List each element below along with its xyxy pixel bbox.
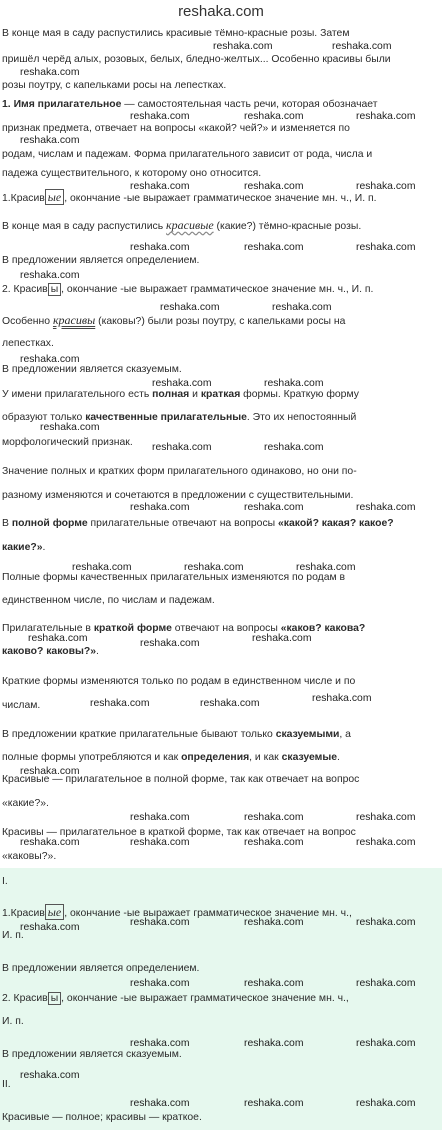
forms-line: морфологический признак. (2, 437, 133, 448)
role-line: полные формы употребляются и как определения, и как сказуемые. (2, 752, 340, 763)
watermark: reshaka.com (356, 812, 416, 823)
watermark: reshaka.com (130, 502, 190, 513)
watermark: reshaka.com (244, 1098, 304, 1109)
meaning-line: Значение полных и кратких форм прилагательного одинаково, но они по- (2, 466, 357, 477)
watermark: reshaka.com (244, 978, 304, 989)
watermark: reshaka.com (20, 1070, 80, 1081)
watermark: reshaka.com (356, 242, 416, 253)
syntactic-role: В предложении является сказуемым. (2, 364, 182, 375)
full-form-line: В полной форме прилагательные отвечают на вопросы «какой? какая? какое? (2, 518, 394, 529)
watermark: reshaka.com (20, 837, 80, 848)
answer-part-label: II. (2, 1079, 11, 1090)
conclusion-line: Красивы — прилагательное в краткой форме, так как отвечает на вопрос (2, 827, 356, 838)
answer-role: В предложении является определением. (2, 963, 200, 974)
example-sentence: В конце мая в саду распустились красивые (какие?) тёмно-красные розы. (2, 218, 362, 232)
example-sentence: лепестках. (2, 338, 54, 349)
answer-case: И. п. (2, 1016, 24, 1027)
short-form-change-line: Краткие формы изменяются только по родам в единственном числе и по (2, 676, 356, 687)
forms-line: У имени прилагательного есть полная и краткая формы. Краткую форму (2, 389, 359, 400)
word-analysis-line: 2. Красив ы , окончание -ые выражает грамматическое значение мн. ч., И. п. (2, 284, 374, 295)
watermark: reshaka.com (252, 633, 312, 644)
watermark: reshaka.com (244, 242, 304, 253)
task-line: розы поутру, с капельками росы на лепестках. (2, 80, 227, 91)
watermark: reshaka.com (356, 917, 416, 928)
watermark: reshaka.com (213, 41, 273, 52)
word-analysis-line: 1.Красив ые , окончание -ые выражает грамматическое значение мн. ч., И. п. (2, 190, 377, 204)
watermark: reshaka.com (356, 111, 416, 122)
watermark: reshaka.com (130, 111, 190, 122)
watermark: reshaka.com (140, 638, 200, 649)
watermark: reshaka.com (244, 111, 304, 122)
definition-line: признак предмета, отвечает на вопросы «какой? чей?» и изменяется по (2, 123, 350, 134)
watermark: reshaka.com (244, 1038, 304, 1049)
watermark: reshaka.com (356, 837, 416, 848)
watermark: reshaka.com (356, 181, 416, 192)
watermark: reshaka.com (184, 562, 244, 573)
watermark: reshaka.com (152, 378, 212, 389)
conclusion-line: «каковы?». (2, 851, 57, 862)
full-form-change-line: Полные формы качественных прилагательных изменяются по родам в (2, 572, 346, 583)
watermark: reshaka.com (130, 812, 190, 823)
definition-line: 1. Имя прилагательное — самостоятельная часть речи, которая обозначает (2, 99, 378, 110)
watermark: reshaka.com (130, 1098, 190, 1109)
ending-box: ые (45, 904, 64, 920)
watermark: reshaka.com (356, 978, 416, 989)
watermark: reshaka.com (264, 378, 324, 389)
watermark: reshaka.com (200, 698, 260, 709)
watermark: reshaka.com (20, 766, 80, 777)
full-form-line: какие?». (2, 542, 46, 553)
example-sentence: Особенно красивы (каковы?) были розы поутру, с капельками росы на (2, 313, 346, 327)
watermark: reshaka.com (130, 978, 190, 989)
watermark: reshaka.com (356, 1098, 416, 1109)
watermark: reshaka.com (40, 422, 100, 433)
answer-part-label: I. (2, 876, 8, 887)
answer-block (0, 868, 442, 1130)
short-form-line: каково? каковы?». (2, 646, 99, 657)
ending-box: ы (48, 283, 61, 296)
answer-role: В предложении является сказуемым. (2, 1049, 182, 1060)
answer-summary: Красивые — полное; красивы — краткое. (2, 1112, 202, 1123)
watermark: reshaka.com (160, 302, 220, 313)
site-title[interactable]: reshaka.com (178, 3, 264, 20)
watermark: reshaka.com (130, 1038, 190, 1049)
watermark: reshaka.com (130, 181, 190, 192)
full-form-change-line: единственном числе, по числам и падежам. (2, 595, 215, 606)
watermark: reshaka.com (20, 270, 80, 281)
watermark: reshaka.com (332, 41, 392, 52)
watermark: reshaka.com (90, 698, 150, 709)
conclusion-line: «какие?». (2, 798, 49, 809)
watermark: reshaka.com (264, 442, 324, 453)
watermark: reshaka.com (130, 837, 190, 848)
watermark: reshaka.com (244, 917, 304, 928)
role-line: В предложении краткие прилагательные бывают только сказуемыми, а (2, 729, 351, 740)
watermark: reshaka.com (244, 837, 304, 848)
watermark: reshaka.com (28, 633, 88, 644)
syntactic-role: В предложении является определением. (2, 255, 200, 266)
watermark: reshaka.com (152, 442, 212, 453)
watermark: reshaka.com (20, 922, 80, 933)
task-line: В конце мая в саду распустились красивые тёмно-красные розы. Затем (2, 28, 350, 39)
watermark: reshaka.com (244, 502, 304, 513)
task-line: пришёл черёд алых, розовых, белых, бледно-желтых... Особенно красивы были (2, 54, 391, 65)
watermark: reshaka.com (356, 1038, 416, 1049)
definition-line: родам, числам и падежам. Форма прилагательного зависит от рода, числа и (2, 149, 373, 160)
watermark: reshaka.com (20, 135, 80, 146)
watermark: reshaka.com (130, 917, 190, 928)
short-form-line: Прилагательные в краткой форме отвечают на вопросы «каков? какова? (2, 623, 366, 634)
short-form-change-line: числам. (2, 700, 41, 711)
attribute-word: красивые (166, 218, 214, 232)
answer-word-analysis: 1.Красив ые , окончание -ые выражает грамматическое значение мн. ч., (2, 905, 352, 919)
predicate-word: красивы (52, 313, 96, 327)
ending-box: ые (45, 189, 64, 205)
watermark: reshaka.com (130, 242, 190, 253)
watermark: reshaka.com (20, 67, 80, 78)
watermark: reshaka.com (312, 693, 372, 704)
answer-case: И. п. (2, 930, 24, 941)
watermark: reshaka.com (244, 181, 304, 192)
meaning-line: разному изменяются и сочетаются в предложении с существительными. (2, 490, 354, 501)
watermark: reshaka.com (356, 502, 416, 513)
answer-word-analysis: 2. Красив ы , окончание -ые выражает грамматическое значение мн. ч., (2, 993, 349, 1004)
watermark: reshaka.com (244, 812, 304, 823)
watermark: reshaka.com (272, 302, 332, 313)
watermark: reshaka.com (296, 562, 356, 573)
conclusion-line: Красивые — прилагательное в полной форме, так как отвечает на вопрос (2, 774, 360, 785)
definition-line: падежа существительного, к которому оно относится. (2, 168, 262, 179)
ending-box: ы (48, 992, 61, 1005)
forms-line: образуют только качественные прилагательные. Это их непостоянный (2, 412, 357, 423)
watermark: reshaka.com (20, 354, 80, 365)
watermark: reshaka.com (72, 562, 132, 573)
